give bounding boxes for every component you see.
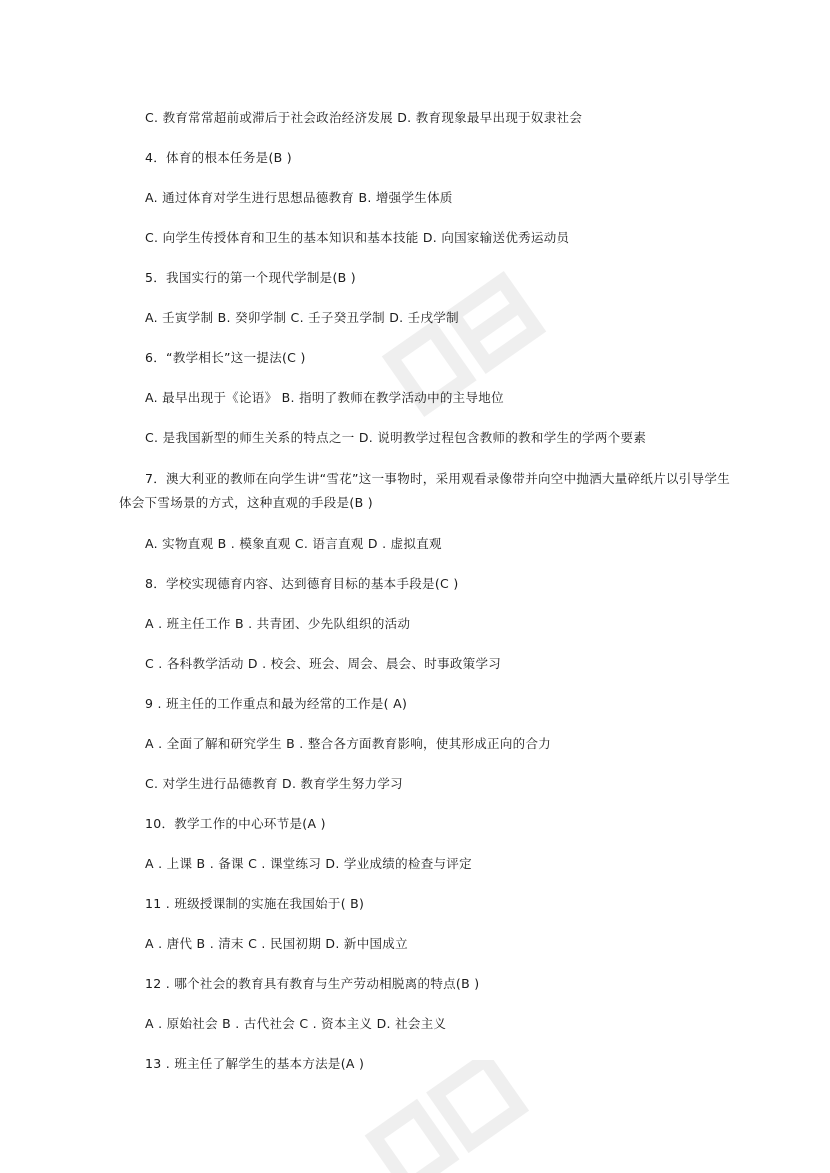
question-8-options-cd: C . 各科教学活动 D . 校会、班会、周会、晨会、时事政策学习 [145, 656, 502, 671]
question-6-options-cd: C. 是我国新型的师生关系的特点之一 D. 说明教学过程包含教师的教和学生的学两个要素 [145, 430, 647, 445]
question-11-options: A . 唐代 B . 清末 C . 民国初期 D. 新中国成立 [145, 936, 408, 951]
question-3-options-cd: C. 教育常常超前或滞后于社会政治经济发展 D. 教育现象最早出现于奴隶社会 [145, 110, 583, 125]
question-9-stem: 9 . 班主任的工作重点和最为经常的工作是( A) [145, 696, 408, 711]
question-7-options: A. 实物直观 B . 模象直观 C. 语言直观 D . 虚拟直观 [145, 536, 442, 551]
question-8-stem: 8．学校实现德育内容、达到德育目标的基本手段是(C ) [145, 576, 459, 591]
question-7-stem: 7．澳大利亚的教师在向学生讲“雪花”这一事物时，采用观看录像带并向空中抛洒大量碎纸片以引导学生体会下雪场景的方式，这种直观的手段是(B ) [119, 471, 731, 510]
question-12-options: A . 原始社会 B . 古代社会 C . 资本主义 D. 社会主义 [145, 1016, 447, 1031]
watermark-graphic-bottom [360, 1060, 560, 1173]
question-8-options-ab: A . 班主任工作 B . 共青团、少先队组织的活动 [145, 616, 411, 631]
question-6-options-ab: A. 最早出现于《论语》 B. 指明了教师在教学活动中的主导地位 [145, 390, 504, 405]
question-4-options-ab: A. 通过体育对学生进行思想品德教育 B. 增强学生体质 [145, 190, 453, 205]
question-11-stem: 11 . 班级授课制的实施在我国始于( B) [145, 896, 365, 911]
question-10-options: A . 上课 B . 备课 C . 课堂练习 D. 学业成绩的检查与评定 [145, 856, 472, 871]
question-6-stem: 6．“教学相长”这一提法(C ) [145, 350, 306, 365]
question-5-stem: 5．我国实行的第一个现代学制是(B ) [145, 270, 356, 285]
question-9-options-cd: C. 对学生进行品德教育 D. 教育学生努力学习 [145, 776, 403, 791]
question-4-stem: 4．体育的根本任务是(B ) [145, 150, 292, 165]
question-9-options-ab: A . 全面了解和研究学生 B . 整合各方面教育影响，使其形成正向的合力 [145, 736, 552, 751]
question-12-stem: 12 . 哪个社会的教育具有教育与生产劳动相脱离的特点(B ) [145, 976, 480, 991]
question-5-options: A. 壬寅学制 B. 癸卯学制 C. 壬子癸丑学制 D. 壬戌学制 [145, 310, 459, 325]
question-4-options-cd: C. 向学生传授体育和卫生的基本知识和基本技能 D. 向国家输送优秀运动员 [145, 230, 570, 245]
question-10-stem: 10．教学工作的中心环节是(A ) [145, 816, 326, 831]
question-13-stem: 13 . 班主任了解学生的基本方法是(A ) [145, 1056, 365, 1071]
